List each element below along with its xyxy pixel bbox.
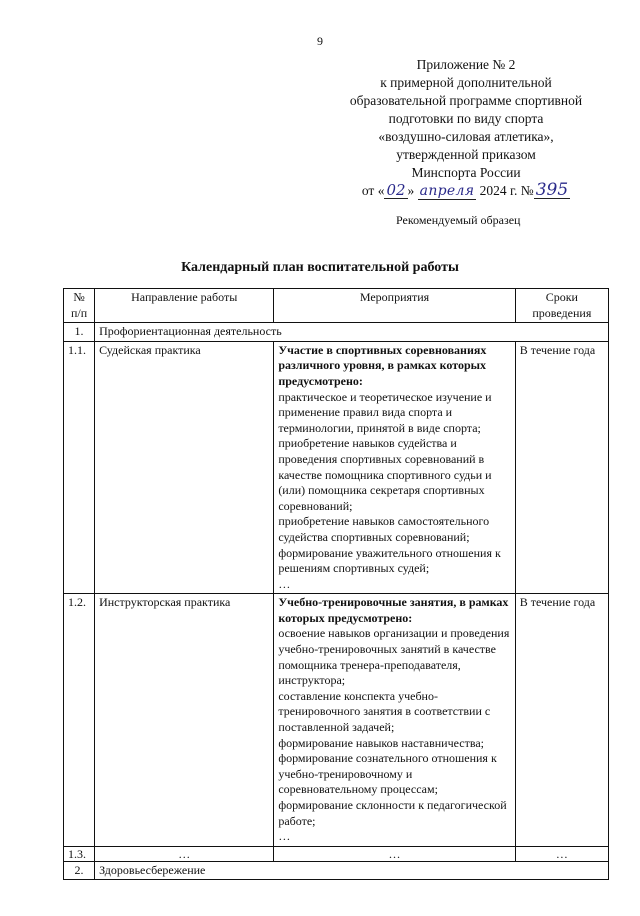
- appendix-line-5: «воздушно-силовая атлетика»,: [378, 129, 554, 144]
- row-1-1-item-4: формирование уважительного отношения к решениям спортивных судей;: [278, 545, 501, 576]
- handwritten-order-number: 395: [535, 180, 569, 200]
- row-1-1-item-2: приобретение навыков судейства и проведения спортивных соревнований в качестве помощника спортивного судьи и (или) помощника секретаря спортивных соревнований;: [278, 436, 492, 513]
- row-1-2-item-3: формирование навыков наставничества;: [278, 735, 484, 750]
- header-num: № п/п: [64, 289, 95, 323]
- appendix-line-1: Приложение № 2: [416, 57, 516, 72]
- row-1-2-item-2: составление конспекта учебно-тренировочного занятия в соответствии с поставленной задачей;: [278, 688, 491, 735]
- row-1-1-item-5: …: [278, 576, 291, 591]
- table-header-row: [64, 289, 609, 323]
- appendix-line-2: к примерной дополнительной: [380, 75, 552, 90]
- appendix-line-7: Минспорта России: [411, 165, 521, 180]
- row-1-2-item-1: освоение навыков организации и проведения учебно-тренировочных занятий в качестве помощника тренера-преподавателя, инструктора;: [278, 626, 510, 688]
- appendix-line-6: утвержденной приказом: [396, 147, 536, 162]
- document-title: Календарный план воспитательной работы: [181, 260, 459, 275]
- section-row-2: [64, 861, 609, 880]
- row-1-1-item-3: приобретение навыков самостоятельного судейства спортивных соревнований;: [278, 514, 490, 544]
- appendix-header: [330, 56, 602, 200]
- section-row-1: [64, 323, 609, 342]
- section-2-title: Здоровьесбережение: [95, 861, 609, 880]
- row-1-2-terms: В течение года: [515, 594, 608, 847]
- page-number: 9: [317, 34, 323, 48]
- row-1-1-events: [274, 341, 515, 594]
- section-1-title: Профориентационная деятельность: [95, 323, 609, 342]
- header-terms: Сроки проведения: [515, 289, 608, 323]
- row-1-2-item-4: формирование сознательного отношения к учебно-тренировочному и соревновательному процессам;: [278, 751, 497, 797]
- section-2-num: 2.: [64, 861, 95, 880]
- order-mid: »: [407, 183, 418, 198]
- row-1-1-direction: Судейская практика: [95, 341, 274, 594]
- row-1-3-num: 1.3.: [64, 846, 95, 861]
- row-1-1-lead: Участие в спортивных соревнованиях различного уровня, в рамках которых предусмотрено:: [278, 342, 487, 388]
- plan-table: [63, 288, 609, 880]
- header-events: Мероприятия: [274, 289, 515, 323]
- row-1-1-num: 1.1.: [64, 341, 95, 594]
- row-1-3-events: …: [274, 846, 515, 861]
- table-row: [64, 594, 609, 847]
- appendix-line-4: подготовки по виду спорта: [388, 111, 544, 126]
- row-1-2-item-6: …: [278, 829, 291, 844]
- row-1-2-item-5: формирование склонности к педагогической работе;: [278, 798, 507, 828]
- row-1-2-num: 1.2.: [64, 594, 95, 847]
- appendix-line-3: образовательной программе спортивной: [349, 93, 583, 108]
- row-1-2-direction: Инструкторская практика: [95, 594, 274, 847]
- handwritten-day: 02: [386, 181, 406, 199]
- order-date-line: [330, 182, 602, 200]
- order-prefix: от «: [361, 183, 385, 198]
- row-1-2-lead: Учебно-тренировочные занятия, в рамках которых предусмотрено:: [278, 595, 509, 625]
- table-row: [64, 846, 609, 861]
- row-1-1-item-1: практическое и теоретическое изучение и применение правил вида спорта и терминологии, принятой в виде спорта;: [278, 389, 492, 435]
- header-direction: Направление работы: [95, 289, 274, 323]
- handwritten-month: апреля: [419, 183, 475, 199]
- section-1-num: 1.: [64, 323, 95, 342]
- row-1-3-direction: …: [95, 846, 274, 861]
- row-1-3-terms: …: [515, 846, 608, 861]
- sample-note: Рекомендуемый образец: [396, 213, 521, 227]
- row-1-2-events: [274, 594, 515, 847]
- table-row: [64, 341, 609, 594]
- row-1-1-terms: В течение года: [515, 341, 608, 594]
- order-year: 2024 г. №: [476, 183, 534, 198]
